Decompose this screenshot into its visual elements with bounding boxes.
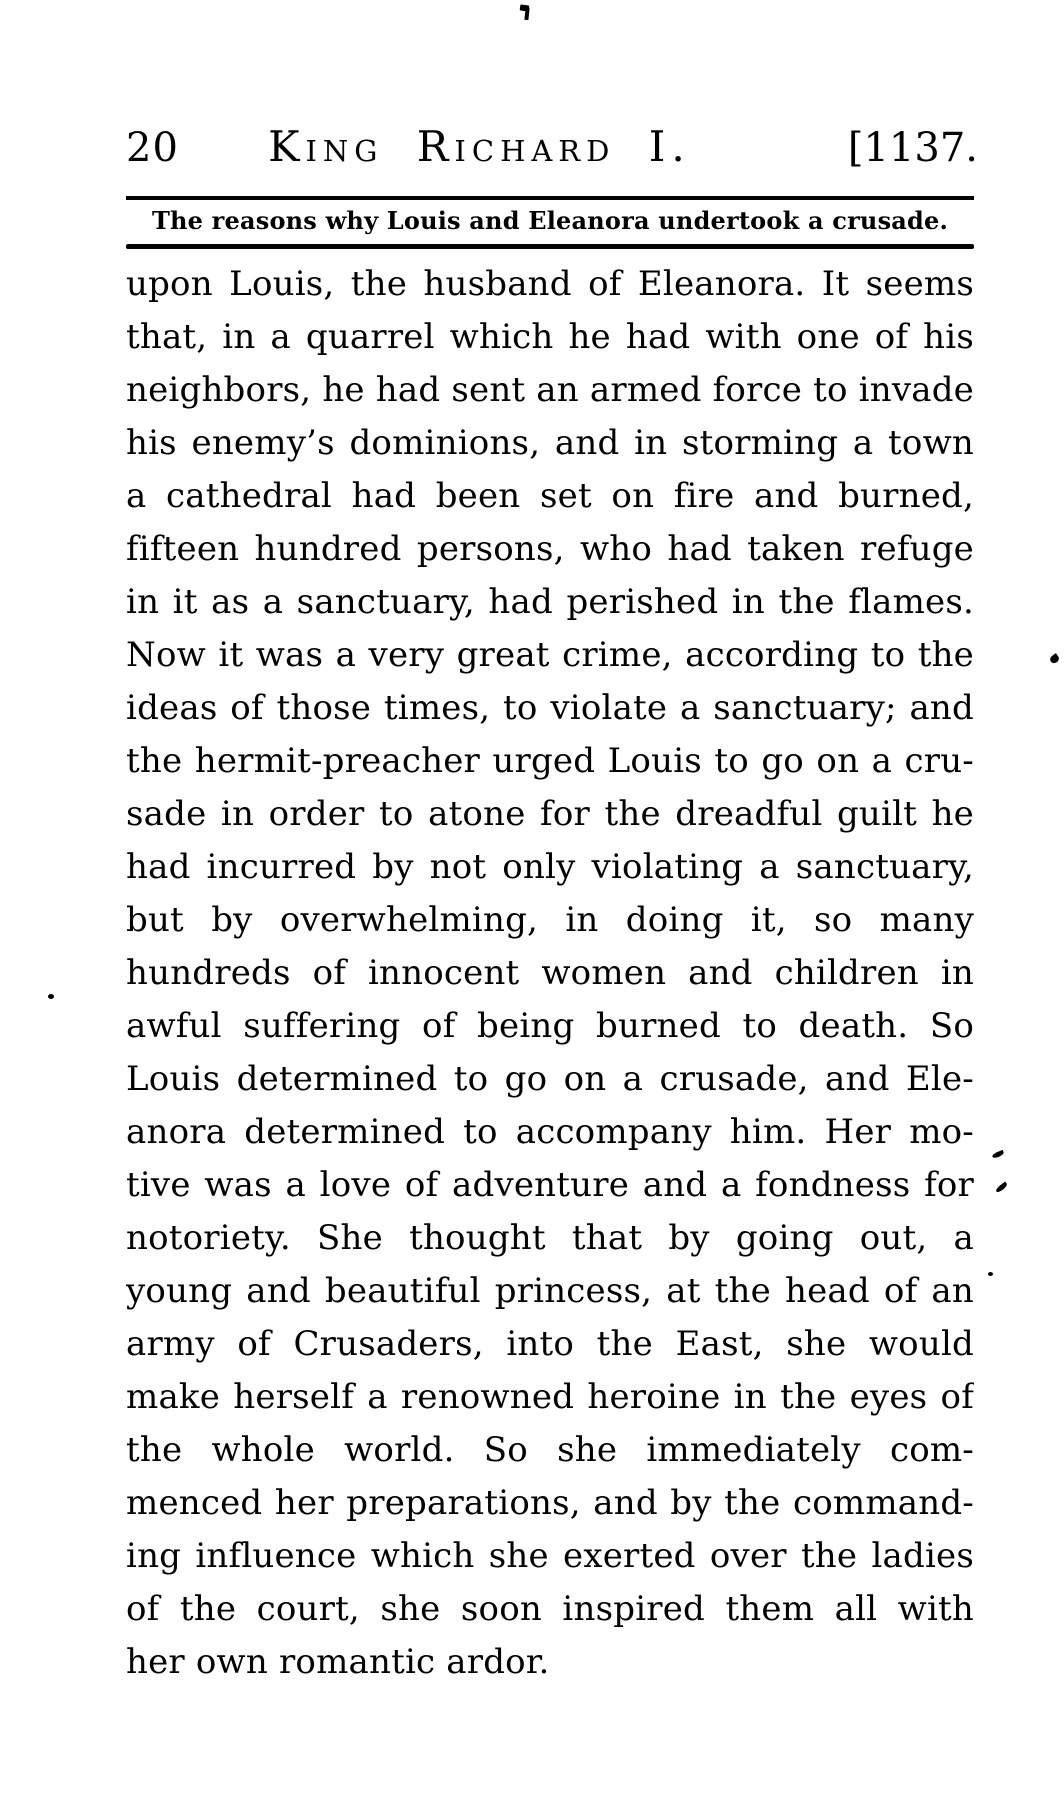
top-rule: [126, 196, 974, 200]
text-line: of the court, she soon inspired them all with: [126, 1589, 974, 1629]
text-line: upon Louis, the husband of Eleanora. It seems: [126, 264, 974, 304]
text-line: had incurred by not only violating a sanctuary,: [126, 847, 974, 887]
year-marker: [1137.: [847, 125, 978, 171]
section-summary: The reasons why Louis and Eleanora undertook a crusade.: [151, 206, 949, 235]
text-line: the hermit-preacher urged Louis to go on a cru-: [126, 741, 974, 781]
page-number: 20: [126, 125, 179, 171]
text-line: but by overwhelming, in doing it, so many: [126, 900, 974, 940]
body-text: [126, 258, 974, 1689]
scan-speck: [995, 1182, 1008, 1194]
text-line: her own romantic ardor.: [126, 1642, 550, 1682]
text-line: a cathedral had been set on fire and burned,: [126, 476, 974, 516]
text-line: in it as a sanctuary, had perished in the flames.: [126, 582, 974, 622]
text-line: sade in order to atone for the dreadful guilt he: [126, 794, 974, 834]
bottom-rule: [126, 244, 974, 249]
text-line: his enemy’s dominions, and in storming a town: [126, 423, 974, 463]
page-header: [126, 122, 978, 171]
running-title: King Richard I.: [268, 122, 691, 171]
text-line: fifteen hundred persons, who had taken refuge: [126, 529, 974, 569]
scan-speck: [48, 994, 54, 999]
text-line: tive was a love of adventure and a fondness for: [126, 1165, 974, 1205]
text-line: the whole world. So she immediately com-: [126, 1430, 974, 1470]
text-line: that, in a quarrel which he had with one of his: [126, 317, 974, 357]
text-line: make herself a renowned heroine in the eyes of: [126, 1377, 974, 1417]
scan-speck: [1049, 653, 1061, 665]
text-line: army of Crusaders, into the East, she would: [126, 1324, 974, 1364]
text-line: ideas of those times, to violate a sanctuary; and: [126, 688, 974, 728]
text-line: anora determined to accompany him. Her mo-: [126, 1112, 974, 1152]
text-line: neighbors, he had sent an armed force to invade: [126, 370, 974, 410]
text-line: notoriety. She thought that by going out, a: [126, 1218, 974, 1258]
text-line: young and beautiful princess, at the head of an: [126, 1271, 974, 1311]
text-line: Louis determined to go on a crusade, and Ele-: [126, 1059, 974, 1099]
text-line: ing influence which she exerted over the ladies: [126, 1536, 974, 1576]
scan-speck: [992, 1150, 1005, 1159]
scan-speck: [524, 8, 529, 20]
text-line: menced her preparations, and by the command-: [126, 1483, 974, 1523]
text-line: Now it was a very great crime, according to the: [126, 635, 974, 675]
scan-speck: [988, 1272, 993, 1276]
text-line: hundreds of innocent women and children in: [126, 953, 974, 993]
text-line: awful suffering of being burned to death. So: [126, 1006, 974, 1046]
